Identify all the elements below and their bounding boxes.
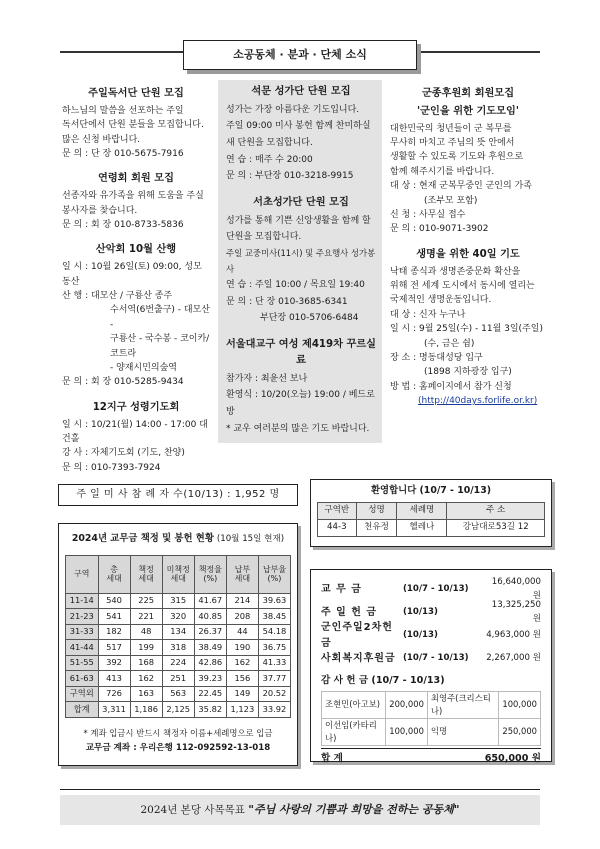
table-cell: 3,311 — [98, 702, 130, 718]
table-cell: 540 — [98, 593, 130, 609]
footer-banner — [60, 795, 540, 825]
row-label: 21-23 — [66, 609, 99, 625]
contact-line: 문 의 : 단 장 010-3685-6341 — [226, 296, 348, 307]
table-cell: 214 — [226, 593, 258, 609]
stats-title: 2024년 교무금 책정 및 봉헌 현황 — [71, 533, 214, 544]
table-cell: 208 — [226, 609, 258, 625]
text-line: - 양재시민의숲역 — [110, 362, 177, 373]
table-row — [66, 686, 291, 702]
total-row — [321, 748, 541, 767]
table-cell: 42.86 — [194, 655, 226, 671]
text-line: 대 상 : 현재 군복무중인 군인의 가족 — [390, 181, 532, 192]
contact-line: 문 의 : 010-7393-7924 — [62, 462, 161, 473]
column-header: 총 세대 — [98, 555, 130, 593]
donor-name: 최영주(크리스티나) — [427, 691, 498, 718]
website-link[interactable]: (http://40days.forlife.or.kr) — [418, 396, 538, 407]
text-line: 대한민국의 청년들이 군 복무를 — [390, 123, 512, 134]
text-line: 낙태 종식과 생명존중문화 확산을 — [390, 266, 521, 277]
row-label: 51-55 — [66, 655, 99, 671]
row-label: 61-63 — [66, 671, 99, 687]
contact-line: 문 의 : 회 장 010-5285-9434 — [62, 377, 184, 388]
donation-amount: 250,000 — [499, 718, 541, 745]
offering-rows — [321, 578, 541, 670]
table-cell: 541 — [98, 609, 130, 625]
table-cell: 162 — [130, 671, 162, 687]
article-reading-group — [62, 86, 210, 161]
article-title: 서울대교구 여성 제419차 꾸르실료 — [226, 339, 376, 366]
table-cell: 199 — [130, 640, 162, 656]
article-title: 군종후원회 회원모집 — [421, 88, 515, 99]
table-cell: 726 — [98, 686, 130, 702]
table-cell: 44 — [226, 624, 258, 640]
section-title: 소공동체 · 분과 · 단체 소식 — [183, 40, 417, 70]
table-cell: 221 — [130, 609, 162, 625]
text-line: 주일 교중미사(11시) 및 주요행사 성가봉사 — [226, 248, 376, 274]
table-cell: 44-3 — [318, 519, 357, 536]
thanks-title: 감 사 헌 금 (10/7 - 10/13) — [321, 675, 445, 686]
article-hiking-club — [62, 242, 210, 389]
table-cell: 149 — [226, 686, 258, 702]
contact-line: 문 의 : 부단장 010-3218-9915 — [226, 171, 354, 182]
text-line: 일 시 : 10월 26일(토) 09:00, 성모동산 — [62, 262, 202, 287]
text-line: 많은 신청 바랍니다. — [62, 134, 141, 145]
table-cell: 39.23 — [194, 671, 226, 687]
offering-label: 군인주일2차헌금 — [321, 622, 393, 649]
article-choir-seocho — [226, 195, 376, 327]
offering-period: (10/13) — [403, 629, 438, 640]
table-row — [322, 718, 541, 745]
table-cell: 320 — [162, 609, 194, 625]
text-line: 주일 09:00 미사 봉헌 함께 찬미하실 — [226, 121, 371, 132]
article-military-support — [390, 86, 546, 237]
column-header: 미책정 세대 — [162, 555, 194, 593]
footer-prefix: 2024년 본당 사목목표 — [140, 804, 245, 816]
table-cell: 156 — [226, 671, 258, 687]
article-prayer-meeting — [62, 400, 210, 475]
table-row — [66, 609, 291, 625]
table-cell: 318 — [162, 640, 194, 656]
donation-amount: 100,000 — [386, 718, 428, 745]
contact-line: 부단장 010-5706-6484 — [260, 313, 359, 324]
table-cell: 26.37 — [194, 624, 226, 640]
stats-date: (10월 15일 현재) — [216, 534, 285, 544]
table-cell: 134 — [162, 624, 194, 640]
welcome-title: 환영합니다 (10/7 - 10/13) — [370, 485, 492, 496]
text-line: 참가자 : 최윤선 보나 — [226, 373, 308, 384]
total-value: 650,000 원 — [484, 752, 541, 764]
offering-box — [310, 569, 552, 762]
text-line: 독서단에서 단원 분들을 모집합니다. — [62, 120, 204, 131]
donation-amount: 100,000 — [499, 691, 541, 718]
row-label: 합계 — [66, 702, 99, 718]
offering-value: 16,640,000 원 — [491, 577, 541, 601]
article-subtitle: '군인을 위한 기도모임' — [417, 105, 519, 117]
table-cell: 33.92 — [258, 702, 290, 718]
contact-line: 문 의 : 단 장 010-5675-7916 — [62, 148, 184, 159]
column-header: 세례명 — [397, 502, 447, 519]
text-line: (조부모 포함) — [424, 195, 478, 206]
total-label: 합 계 — [321, 752, 343, 764]
column-header: 납부율 (%) — [258, 555, 290, 593]
text-line: 성가를 통해 기쁜 신앙생활을 함께 할 — [226, 215, 371, 226]
text-line: 생활할 수 있도록 기도와 후원으로 — [390, 152, 524, 163]
table-header-row — [318, 502, 545, 519]
text-line: 연 습 : 주일 10:00 / 목요일 19:40 — [226, 280, 365, 291]
table-row — [66, 702, 291, 718]
column-header: 주 소 — [447, 502, 545, 519]
offering-period: (10/7 - 10/13) — [403, 583, 469, 594]
text-line: 새 단원을 모집합니다. — [226, 138, 313, 149]
text-line: 국제적인 생명운동입니다. — [390, 295, 492, 306]
offering-label: 교 무 금 — [321, 583, 362, 595]
text-line: 함께 해주시기를 바랍니다. — [390, 166, 495, 177]
row-label: 31-33 — [66, 624, 99, 640]
table-row — [66, 655, 291, 671]
text-line: 위해 전 세계 도시에서 동시에 열리는 — [390, 280, 535, 291]
table-row — [66, 640, 291, 656]
footer-rule — [60, 789, 540, 790]
offering-row — [321, 647, 541, 670]
middle-column — [218, 80, 382, 443]
article-title: 12지구 성령기도회 — [92, 401, 180, 413]
table-cell: 563 — [162, 686, 194, 702]
table-cell: 251 — [162, 671, 194, 687]
table-cell: 40.85 — [194, 609, 226, 625]
account-note: * 계좌 입금시 반드시 책정자 이름+세례명으로 입금 — [83, 727, 273, 738]
text-line: 방 법 : 홈페이지에서 참가 신청 — [390, 381, 512, 392]
offering-row — [321, 578, 541, 601]
table-cell: 35.82 — [194, 702, 226, 718]
text-line: 연 습 : 매주 수 20:00 — [226, 154, 313, 165]
table-row — [66, 671, 291, 687]
table-cell: 182 — [98, 624, 130, 640]
text-line: 산 행 : 대모산 / 구룡산 종주 — [62, 290, 173, 301]
article-title: 서초성가단 단원 모집 — [253, 197, 349, 209]
table-cell: 224 — [162, 655, 194, 671]
table-cell: 강남대로53길 12 — [447, 519, 545, 536]
text-line: 장 소 : 명동대성당 입구 — [390, 352, 483, 363]
offering-label: 사회복지후원금 — [321, 652, 396, 664]
text-line: 봉사자를 찾습니다. — [62, 205, 138, 216]
text-line: 수서역(6번출구) - 대모산 - — [110, 305, 210, 330]
tithe-status-box — [58, 523, 298, 766]
thanks-table — [321, 691, 541, 746]
article-choir-seokmun — [226, 84, 376, 185]
text-line: 강 사 : 자체기도회 (기도, 찬양) — [62, 448, 185, 459]
table-cell: 517 — [98, 640, 130, 656]
table-cell: 190 — [226, 640, 258, 656]
table-cell: 225 — [130, 593, 162, 609]
offering-row — [321, 624, 541, 647]
column-header: 구역반 — [318, 502, 357, 519]
text-line: 단원을 모집합니다. — [226, 232, 302, 243]
table-cell: 천유정 — [356, 519, 397, 536]
right-column — [390, 86, 546, 418]
stats-title-row — [65, 532, 291, 547]
table-cell: 36.75 — [258, 640, 290, 656]
column-header: 납부 세대 — [226, 555, 258, 593]
text-line: 무사히 마치고 주님의 뜻 안에서 — [390, 138, 515, 149]
table-row — [318, 519, 545, 536]
article-40days-prayer — [390, 247, 546, 409]
table-row — [66, 624, 291, 640]
donation-amount: 200,000 — [386, 691, 428, 718]
text-line: 구룡산 - 국수봉 - 코이카/코트라 — [110, 334, 210, 359]
table-body — [66, 593, 291, 717]
offering-value: 2,267,000 원 — [486, 652, 541, 663]
donor-name: 익명 — [427, 718, 498, 745]
table-row — [66, 593, 291, 609]
text-line: * 교우 여러분의 많은 기도 바랍니다. — [226, 423, 370, 434]
welcome-box — [310, 479, 552, 547]
offering-label: 주 일 헌 금 — [321, 606, 378, 618]
table-cell: 41.33 — [258, 655, 290, 671]
text-line: 성가는 가장 아름다운 기도입니다. — [226, 104, 360, 115]
donor-name: 이선임(카타리나) — [322, 718, 386, 745]
table-cell: 392 — [98, 655, 130, 671]
table-cell: 162 — [226, 655, 258, 671]
offering-period: (10/7 - 10/13) — [403, 652, 469, 663]
contact-line: 문 의 : 회 장 010-8733-5836 — [62, 219, 184, 230]
donor-name: 조현민(아고보) — [322, 691, 386, 718]
table-cell: 54.18 — [258, 624, 290, 640]
table-cell: 163 — [130, 686, 162, 702]
footer-motto: "주님 사랑의 기쁨과 희망을 전하는 공동체" — [248, 803, 460, 816]
table-cell: 168 — [130, 655, 162, 671]
table-cell: 413 — [98, 671, 130, 687]
article-funeral-society — [62, 171, 210, 232]
offering-value: 13,325,250 원 — [491, 600, 541, 624]
table-cell: 20.52 — [258, 686, 290, 702]
text-line: 선종자와 유가족을 위해 도움을 주실 — [62, 191, 204, 202]
table-cell: 315 — [162, 593, 194, 609]
text-line: 일 시 : 9월 25일(수) - 11월 3일(주일) — [390, 324, 543, 335]
row-label: 구역외 — [66, 686, 99, 702]
article-cursillo — [226, 337, 376, 437]
offering-period: (10/13) — [403, 606, 438, 617]
contact-line: 문 의 : 010-9071-3902 — [390, 224, 489, 235]
account-number: 교무금 계좌 : 우리은행 112-092592-13-018 — [85, 742, 271, 753]
welcome-table — [317, 502, 545, 537]
article-title: 석문 성가단 단원 모집 — [251, 86, 351, 97]
text-line: (1898 지하광장 입구) — [424, 367, 512, 378]
article-title: 주일독서단 단원 모집 — [88, 88, 184, 99]
column-header: 책정율 (%) — [194, 555, 226, 593]
text-line: 일 시 : 10/21(월) 14:00 - 17:00 대건홀 — [62, 419, 208, 444]
table-cell: 1,123 — [226, 702, 258, 718]
table-cell: 41.67 — [194, 593, 226, 609]
table-cell: 22.45 — [194, 686, 226, 702]
table-cell: 38.49 — [194, 640, 226, 656]
table-cell: 39.63 — [258, 593, 290, 609]
row-label: 11-14 — [66, 593, 99, 609]
text-line: 신 청 : 사무실 접수 — [390, 209, 466, 220]
table-row — [322, 691, 541, 718]
table-cell: 1,186 — [130, 702, 162, 718]
article-title: 생명을 위한 40일 기도 — [416, 248, 520, 260]
article-title: 연령회 회원 모집 — [98, 173, 174, 185]
table-cell: 2,125 — [162, 702, 194, 718]
column-header: 성명 — [356, 502, 397, 519]
text-line: 환영식 : 10/20(오늘) 19:00 / 베드로방 — [226, 390, 375, 418]
offering-value: 4,963,000 원 — [486, 629, 541, 640]
article-title: 산악회 10월 산행 — [95, 244, 177, 256]
column-header: 책정 세대 — [130, 555, 162, 593]
text-line: (수, 금은 쉼) — [424, 338, 475, 349]
column-header: 구역 — [66, 555, 99, 593]
text-line: 대 상 : 신자 누구나 — [390, 309, 466, 320]
attendance-box: 주 일 미 사 참 례 자 수(10/13) : 1,952 명 — [58, 484, 298, 506]
row-label: 41-44 — [66, 640, 99, 656]
text-line: 하느님의 말씀을 선포하는 주일 — [62, 105, 184, 116]
left-column — [62, 86, 210, 485]
table-cell: 38.45 — [258, 609, 290, 625]
table-header-row — [66, 555, 291, 593]
tithe-table — [65, 555, 291, 718]
table-cell: 37.77 — [258, 671, 290, 687]
table-cell: 48 — [130, 624, 162, 640]
table-cell: 헬레나 — [397, 519, 447, 536]
